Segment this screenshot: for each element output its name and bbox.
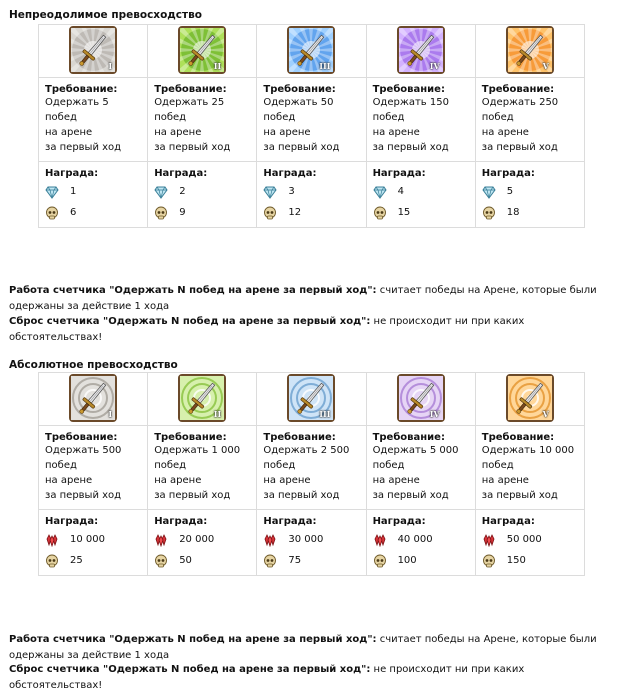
reward-item-1	[263, 529, 365, 550]
tier-numeral: I	[108, 408, 113, 419]
tier-numeral: II	[213, 60, 222, 71]
requirement-label: Требование:	[263, 432, 336, 443]
reward-label: Награда:	[45, 516, 99, 527]
reward-value-1: 10 000	[70, 534, 105, 545]
ruby-icon	[154, 533, 168, 547]
reward-value-2: 12	[288, 207, 302, 218]
req-count: 2 500	[320, 445, 350, 456]
reward-item-1	[373, 181, 475, 202]
tier-numeral: II	[213, 408, 222, 419]
counter-text: считает победы на Арене, которые были одержаны за действие 1 хода	[9, 634, 597, 661]
requirement-cell	[366, 426, 475, 510]
requirement-row	[39, 426, 585, 510]
sword-badge-icon	[397, 374, 445, 422]
diamond-icon	[373, 185, 387, 199]
skull-icon	[263, 554, 277, 568]
req-prefix: Одержать	[45, 97, 100, 108]
badge-cell	[148, 373, 257, 426]
reward-label: Награда:	[481, 168, 535, 179]
req-prefix: Одержать	[263, 97, 318, 108]
sword-badge-icon	[397, 26, 445, 74]
reward-label: Награда:	[263, 516, 317, 527]
requirement-line-3: на арене	[263, 475, 311, 486]
requirement-label: Требование:	[154, 432, 227, 443]
reward-item-1	[154, 181, 256, 202]
sword-badge-icon	[287, 26, 335, 74]
req-count: 500	[102, 445, 122, 456]
tier-numeral: V	[542, 408, 549, 419]
requirement-line-1	[154, 443, 256, 458]
req-prefix: Одержать	[481, 97, 536, 108]
requirement-line-2: побед	[263, 460, 296, 471]
reward-value-2: 75	[288, 555, 302, 566]
ruby-icon	[482, 533, 496, 547]
requirement-line-3: на арене	[372, 127, 420, 138]
reward-value-2: 15	[397, 207, 411, 218]
achievement-table-1	[38, 24, 585, 228]
skull-icon	[482, 206, 496, 220]
requirement-line-1	[45, 95, 147, 110]
reset-label: Сброс счетчика "Одержать N побед на арене за первый ход":	[9, 316, 371, 327]
requirement-line-2: побед	[263, 112, 296, 123]
sword-badge-icon	[69, 374, 117, 422]
requirement-line-1	[263, 443, 365, 458]
reward-item-2	[263, 550, 365, 571]
reward-value-1: 50 000	[506, 534, 542, 545]
reward-item-2	[263, 202, 365, 223]
reward-item-2	[373, 202, 475, 223]
reward-label: Награда:	[372, 516, 426, 527]
requirement-label: Требование:	[154, 84, 227, 95]
reward-value-2: 150	[506, 555, 526, 566]
reward-label: Награда:	[154, 168, 208, 179]
section-title-1: Непреодолимое превосходство	[9, 9, 202, 21]
requirement-line-1	[373, 443, 475, 458]
reward-cell	[366, 162, 475, 228]
badge-cell	[257, 373, 366, 426]
achievement-table-2	[38, 372, 585, 576]
skull-icon	[373, 206, 387, 220]
reward-value-1: 40 000	[397, 534, 433, 545]
tier-numeral: IV	[429, 408, 440, 419]
requirement-label: Требование:	[45, 84, 118, 95]
requirement-line-2: побед	[154, 112, 187, 123]
counter-text: считает победы на Арене, которые были одержаны за действие 1 хода	[9, 285, 597, 312]
reward-value-1: 20 000	[179, 534, 215, 545]
badge-cell	[257, 25, 366, 78]
tier-numeral: I	[108, 60, 113, 71]
ruby-icon	[45, 533, 59, 547]
requirement-line-2: побед	[372, 112, 405, 123]
counter-label: Работа счетчика "Одержать N побед на арене за первый ход":	[9, 285, 377, 296]
tier-numeral: V	[542, 60, 549, 71]
badge-cell	[39, 373, 148, 426]
reward-item-1	[263, 181, 365, 202]
req-count: 150	[429, 97, 449, 108]
section-title-2: Абсолютное превосходство	[9, 359, 178, 371]
requirement-cell	[148, 78, 257, 162]
badge-cell	[39, 25, 148, 78]
icon-row	[39, 25, 585, 78]
req-prefix: Одержать	[154, 97, 209, 108]
reward-item-1	[482, 181, 584, 202]
reward-value-1: 2	[179, 186, 186, 197]
counter-note-1	[9, 283, 619, 315]
requirement-cell	[39, 426, 148, 510]
req-prefix: Одержать	[154, 445, 209, 456]
skull-icon	[263, 206, 277, 220]
requirement-line-3: на арене	[372, 475, 420, 486]
badge-cell	[475, 373, 584, 426]
reward-cell	[39, 510, 148, 576]
diamond-icon	[263, 185, 277, 199]
requirement-line-4: за первый ход	[481, 142, 558, 153]
badge-cell	[366, 373, 475, 426]
reward-row	[39, 510, 585, 576]
reset-text: не происходит ни при каких обстоятельствах!	[9, 664, 525, 691]
reward-label: Награда:	[481, 516, 535, 527]
reward-label: Награда:	[154, 516, 208, 527]
requirement-label: Требование:	[263, 84, 336, 95]
req-count: 25	[211, 97, 225, 108]
diamond-icon	[482, 185, 496, 199]
requirement-line-4: за первый ход	[154, 490, 231, 501]
requirement-line-4: за первый ход	[372, 490, 449, 501]
req-count: 250	[539, 97, 559, 108]
sword-badge-icon	[506, 374, 554, 422]
requirement-line-2: побед	[45, 460, 77, 471]
requirement-cell	[148, 426, 257, 510]
reward-item-1	[373, 529, 475, 550]
skull-icon	[154, 206, 168, 220]
counter-note-2	[9, 632, 619, 664]
requirement-line-4: за первый ход	[154, 142, 231, 153]
reward-label: Награда:	[45, 168, 99, 179]
ruby-icon	[263, 533, 277, 547]
req-count: 50	[320, 97, 334, 108]
reward-cell	[257, 510, 366, 576]
reward-item-2	[482, 202, 584, 223]
sword-badge-icon	[178, 374, 226, 422]
req-count: 1 000	[211, 445, 241, 456]
requirement-line-4: за первый ход	[263, 490, 340, 501]
reward-value-1: 30 000	[288, 534, 324, 545]
reward-value-2: 9	[179, 207, 186, 218]
reward-label: Награда:	[372, 168, 426, 179]
reward-item-1	[45, 529, 147, 550]
reset-note-1	[9, 314, 619, 346]
req-prefix: Одержать	[45, 445, 100, 456]
skull-icon	[482, 554, 496, 568]
reset-note-2	[9, 662, 619, 694]
reward-cell	[148, 510, 257, 576]
reward-item-2	[154, 550, 256, 571]
reward-item-2	[482, 550, 584, 571]
reward-cell	[475, 510, 584, 576]
requirement-line-4: за первый ход	[372, 142, 449, 153]
requirement-line-4: за первый ход	[45, 490, 122, 501]
requirement-line-3: на арене	[481, 475, 529, 486]
reward-item-2	[45, 202, 147, 223]
reward-value-2: 100	[397, 555, 417, 566]
sword-badge-icon	[178, 26, 226, 74]
reward-item-1	[482, 529, 584, 550]
reward-row	[39, 162, 585, 228]
reward-cell	[475, 162, 584, 228]
req-prefix: Одержать	[372, 97, 427, 108]
requirement-line-2: побед	[372, 460, 405, 471]
diamond-icon	[45, 185, 59, 199]
requirement-line-1	[154, 95, 256, 110]
req-count: 10 000	[539, 445, 575, 456]
skull-icon	[45, 554, 59, 568]
skull-icon	[373, 554, 387, 568]
reward-value-2: 50	[179, 555, 192, 566]
sword-badge-icon	[506, 26, 554, 74]
requirement-line-2: побед	[154, 460, 187, 471]
tier-numeral: IV	[429, 60, 440, 71]
requirement-label: Требование:	[372, 432, 445, 443]
tier-numeral: III	[319, 408, 331, 419]
req-count: 5 000	[429, 445, 459, 456]
req-prefix: Одержать	[263, 445, 318, 456]
requirement-label: Требование:	[372, 84, 445, 95]
requirement-cell	[366, 78, 475, 162]
requirement-line-1	[45, 443, 147, 458]
requirement-line-2: побед	[481, 460, 514, 471]
requirement-line-1	[482, 95, 584, 110]
reward-value-2: 6	[70, 207, 77, 218]
req-prefix: Одержать	[481, 445, 536, 456]
requirement-line-4: за первый ход	[481, 490, 558, 501]
requirement-cell	[257, 426, 366, 510]
skull-icon	[45, 206, 59, 220]
reset-text: не происходит ни при каких обстоятельствах!	[9, 316, 525, 343]
requirement-label: Требование:	[45, 432, 118, 443]
reward-cell	[148, 162, 257, 228]
sword-badge-icon	[69, 26, 117, 74]
diamond-icon	[154, 185, 168, 199]
reward-value-1: 1	[70, 186, 77, 197]
requirement-line-3: на арене	[45, 127, 93, 138]
reward-cell	[257, 162, 366, 228]
reward-cell	[39, 162, 148, 228]
requirement-line-1	[263, 95, 365, 110]
icon-row	[39, 373, 585, 426]
skull-icon	[154, 554, 168, 568]
reward-value-1: 5	[506, 186, 514, 197]
req-count: 5	[102, 97, 109, 108]
reset-label: Сброс счетчика "Одержать N побед на арене за первый ход":	[9, 664, 371, 675]
reward-item-1	[45, 181, 147, 202]
badge-cell	[148, 25, 257, 78]
requirement-cell	[475, 426, 584, 510]
reward-item-2	[45, 550, 147, 571]
reward-value-1: 3	[288, 186, 295, 197]
requirement-line-2: побед	[481, 112, 514, 123]
requirement-line-2: побед	[45, 112, 77, 123]
requirement-line-1	[373, 95, 475, 110]
requirement-label: Требование:	[481, 432, 555, 443]
reward-cell	[366, 510, 475, 576]
reward-item-2	[154, 202, 256, 223]
reward-value-2: 18	[506, 207, 520, 218]
requirement-line-4: за первый ход	[45, 142, 122, 153]
requirement-label: Требование:	[481, 84, 555, 95]
counter-label: Работа счетчика "Одержать N побед на арене за первый ход":	[9, 634, 377, 645]
requirement-line-3: на арене	[45, 475, 93, 486]
badge-cell	[475, 25, 584, 78]
requirement-line-3: на арене	[263, 127, 311, 138]
requirement-row	[39, 78, 585, 162]
requirement-line-4: за первый ход	[263, 142, 340, 153]
tier-numeral: III	[319, 60, 331, 71]
requirement-line-3: на арене	[154, 475, 202, 486]
sword-badge-icon	[287, 374, 335, 422]
reward-item-1	[154, 529, 256, 550]
requirement-line-1	[482, 443, 584, 458]
requirement-cell	[39, 78, 148, 162]
ruby-icon	[373, 533, 387, 547]
reward-item-2	[373, 550, 475, 571]
requirement-line-3: на арене	[481, 127, 529, 138]
requirement-cell	[475, 78, 584, 162]
requirement-cell	[257, 78, 366, 162]
badge-cell	[366, 25, 475, 78]
reward-value-1: 4	[397, 186, 404, 197]
reward-label: Награда:	[263, 168, 317, 179]
reward-value-2: 25	[70, 555, 83, 566]
req-prefix: Одержать	[372, 445, 427, 456]
requirement-line-3: на арене	[154, 127, 202, 138]
